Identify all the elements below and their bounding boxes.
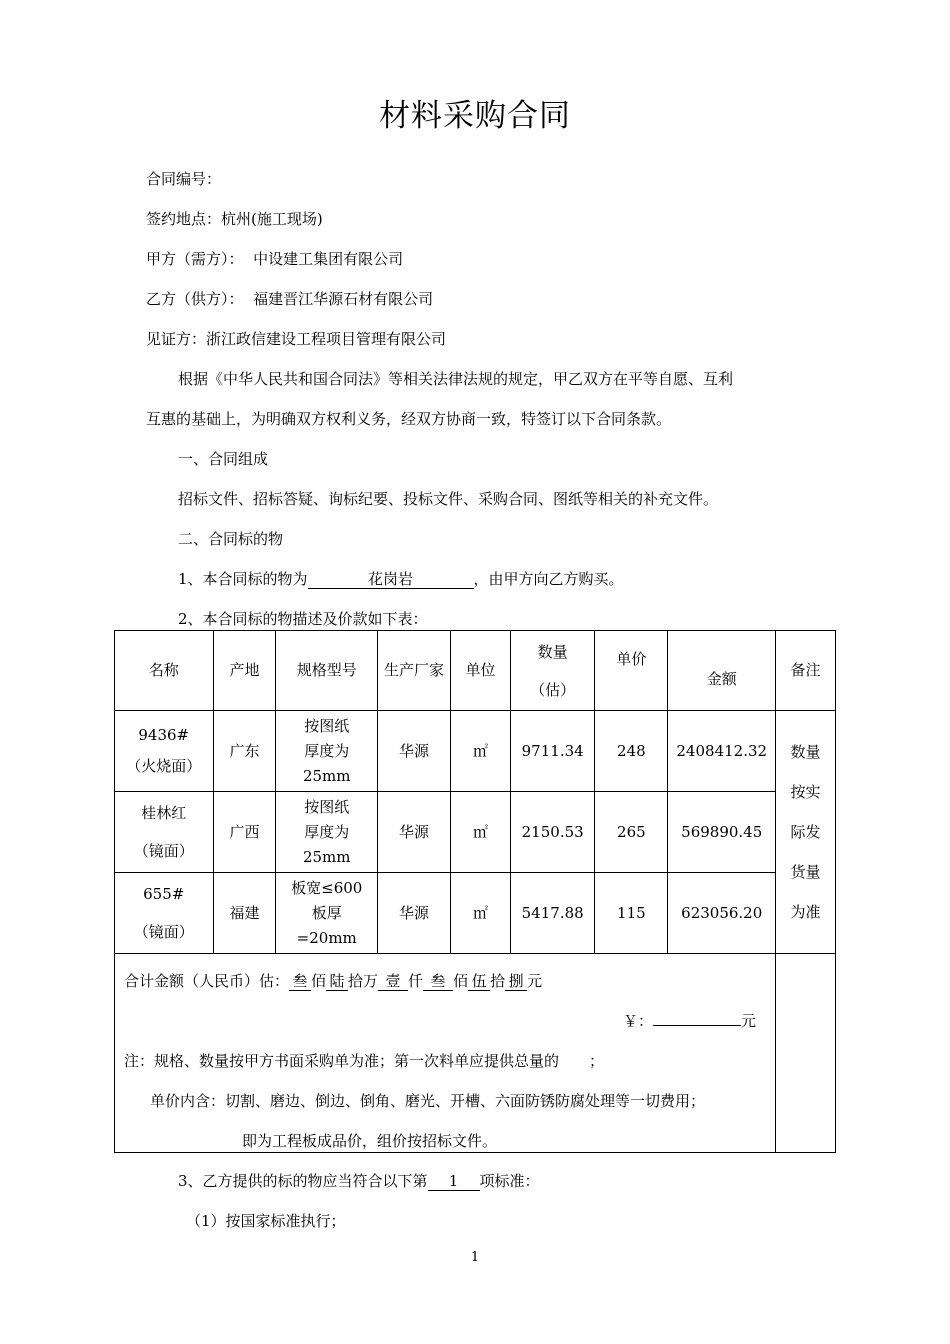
price-table bbox=[114, 630, 836, 1153]
section-1-heading: 一、合同组成 bbox=[178, 450, 269, 468]
row-spec bbox=[276, 711, 378, 792]
unit-word: 拾 bbox=[490, 972, 506, 990]
row-spec bbox=[276, 792, 378, 873]
item-1 bbox=[178, 568, 624, 590]
item-3-option-1: （1）按国家标准执行； bbox=[186, 1212, 346, 1230]
remark-line: 按实 bbox=[790, 783, 821, 801]
section-2-heading: 二、合同标的物 bbox=[178, 530, 284, 548]
row-origin: 福建 bbox=[213, 873, 276, 954]
yen-suffix: 元 bbox=[741, 1012, 757, 1030]
item-1-value: 花岗岩 bbox=[308, 570, 474, 589]
digit: 叁 bbox=[423, 972, 453, 991]
row-origin-text: 广西 bbox=[229, 823, 260, 841]
page-title: 材料采购合同 bbox=[379, 98, 571, 134]
table-row bbox=[115, 792, 836, 873]
row-origin bbox=[213, 792, 276, 873]
digit: 叁 bbox=[289, 972, 311, 991]
item-3-value: 1 bbox=[428, 1172, 480, 1191]
total-summary bbox=[115, 954, 775, 1152]
price-includes-line-1: 单价内含：切割、磨边、倒边、倒角、磨光、开槽、六面防锈防腐处理等一切费用； bbox=[150, 1092, 706, 1110]
header-amount bbox=[668, 631, 776, 711]
header-price bbox=[595, 631, 668, 711]
witness: 见证方：浙江政信建设工程项目管理有限公司 bbox=[146, 330, 447, 348]
row-quantity: 2150.53 bbox=[511, 792, 595, 873]
row-origin: 广东 bbox=[213, 711, 276, 792]
row-name-line-2: （镜面） bbox=[133, 923, 194, 941]
header-quantity bbox=[511, 631, 595, 711]
digit: 伍 bbox=[468, 972, 490, 991]
contract-number-label: 合同编号： bbox=[146, 170, 222, 188]
remark-line: 为准 bbox=[790, 903, 821, 921]
unit-word: 仟 bbox=[408, 972, 424, 990]
row-amount: 2408412.32 bbox=[668, 711, 776, 792]
row-name bbox=[115, 711, 214, 792]
total-amount-yen bbox=[623, 1010, 756, 1032]
price-includes-line-2: 即为工程板成品价，组价按招标文件。 bbox=[242, 1132, 498, 1150]
row-name bbox=[115, 792, 214, 873]
row-name bbox=[115, 873, 214, 954]
header-unit: 单位 bbox=[451, 631, 511, 711]
note-text: 注：规格、数量按甲方书面采购单为准；第一次料单应提供总量的 bbox=[124, 1052, 560, 1070]
item-3 bbox=[178, 1170, 540, 1192]
party-a bbox=[146, 248, 403, 270]
item-1-suffix: ，由甲方向乙方购买。 bbox=[473, 570, 624, 588]
row-spec-line-2: 厚度为 bbox=[304, 741, 350, 760]
row-price: 248 bbox=[595, 711, 668, 792]
row-name-line-2: （镜面） bbox=[133, 842, 194, 860]
total-cell bbox=[115, 954, 776, 1153]
header-spec: 规格型号 bbox=[276, 631, 378, 711]
item-3-prefix: 3、乙方提供的标的物应当符合以下第 bbox=[178, 1172, 428, 1190]
row-spec-line-1: 板宽≤600 bbox=[291, 878, 363, 897]
row-quantity: 5417.88 bbox=[511, 873, 595, 954]
header-origin: 产地 bbox=[213, 631, 276, 711]
unit-word: 佰 bbox=[453, 972, 469, 990]
sign-place: 签约地点：杭州(施工现场) bbox=[146, 210, 323, 228]
remark-cell bbox=[776, 711, 836, 954]
row-price: 265 bbox=[595, 792, 668, 873]
row-maker: 华源 bbox=[378, 711, 451, 792]
preamble-line-2: 互惠的基础上，为明确双方权利义务，经双方协商一致，特签订以下合同条款。 bbox=[146, 410, 672, 428]
row-spec-line-1: 按图纸 bbox=[304, 716, 350, 735]
total-row bbox=[115, 954, 836, 1153]
remark-line: 际发 bbox=[790, 823, 821, 841]
remark-line: 数量 bbox=[790, 743, 821, 761]
item-2: 2、本合同标的物描述及价款如下表： bbox=[178, 610, 428, 628]
table-row bbox=[115, 711, 836, 792]
row-amount: 623056.20 bbox=[668, 873, 776, 954]
header-price-text: 单价 bbox=[616, 650, 647, 668]
row-spec-line-2: 厚度为 bbox=[304, 822, 350, 841]
unit-word: 佰 bbox=[311, 972, 327, 990]
preamble-line-1: 根据《中华人民共和国合同法》等相关法律法规的规定，甲乙双方在平等自愿、互利 bbox=[178, 370, 734, 388]
row-name-line-1: 9436# bbox=[138, 726, 190, 744]
party-a-name: 中设建工集团有限公司 bbox=[253, 250, 404, 268]
header-maker: 生产厂家 bbox=[378, 631, 451, 711]
item-1-prefix: 1、本合同标的物为 bbox=[178, 570, 308, 588]
unit-word: 拾万 bbox=[348, 972, 379, 990]
header-quantity-line-1: 数量 bbox=[537, 642, 568, 661]
row-name-line-1: 655# bbox=[143, 885, 185, 903]
page-number: 1 bbox=[470, 1250, 480, 1265]
section-1-text: 招标文件、招标答疑、询标纪要、投标文件、采购合同、图纸等相关的补充文件。 bbox=[178, 490, 719, 508]
total-amount-words bbox=[124, 970, 542, 992]
row-maker: 华源 bbox=[378, 873, 451, 954]
total-remark-cell bbox=[776, 954, 836, 1153]
header-amount-text: 金额 bbox=[706, 670, 737, 688]
note-end: ； bbox=[589, 1052, 605, 1070]
yen-label: ￥： bbox=[623, 1012, 654, 1030]
row-unit: ㎡ bbox=[451, 873, 511, 954]
row-spec-line-2: 板厚 bbox=[311, 903, 342, 922]
row-spec-line-3: 25mm bbox=[302, 766, 351, 785]
quantity-note bbox=[124, 1050, 604, 1072]
unit-word: 元 bbox=[527, 972, 543, 990]
row-price: 115 bbox=[595, 873, 668, 954]
row-name-line-2: （火烧面） bbox=[126, 757, 202, 775]
party-b bbox=[146, 288, 433, 310]
yen-value bbox=[653, 1025, 741, 1026]
digit: 捌 bbox=[505, 972, 527, 991]
table-header-row bbox=[115, 631, 836, 711]
remark-line: 货量 bbox=[790, 863, 821, 881]
header-remark: 备注 bbox=[776, 631, 836, 711]
row-maker: 华源 bbox=[378, 792, 451, 873]
party-b-label: 乙方（供方）： bbox=[146, 290, 244, 308]
row-spec-line-3: =20mm bbox=[296, 928, 357, 947]
row-unit: ㎡ bbox=[451, 792, 511, 873]
party-b-name: 福建晋江华源石材有限公司 bbox=[253, 290, 434, 308]
digit: 壹 bbox=[378, 972, 408, 991]
row-unit: ㎡ bbox=[451, 711, 511, 792]
header-name: 名称 bbox=[115, 631, 214, 711]
digit: 陆 bbox=[326, 972, 348, 991]
row-spec bbox=[276, 873, 378, 954]
header-quantity-line-2: （估） bbox=[530, 680, 576, 699]
table-row bbox=[115, 873, 836, 954]
item-3-suffix: 项标准： bbox=[479, 1172, 540, 1190]
row-name-line-1: 桂林红 bbox=[141, 804, 187, 822]
total-label: 合计金额（人民币）估： bbox=[124, 972, 290, 990]
party-a-label: 甲方（需方）： bbox=[146, 250, 244, 268]
row-spec-line-3: 25mm bbox=[302, 847, 351, 866]
row-spec-line-1: 按图纸 bbox=[304, 797, 350, 816]
row-quantity: 9711.34 bbox=[511, 711, 595, 792]
row-amount: 569890.45 bbox=[668, 792, 776, 873]
